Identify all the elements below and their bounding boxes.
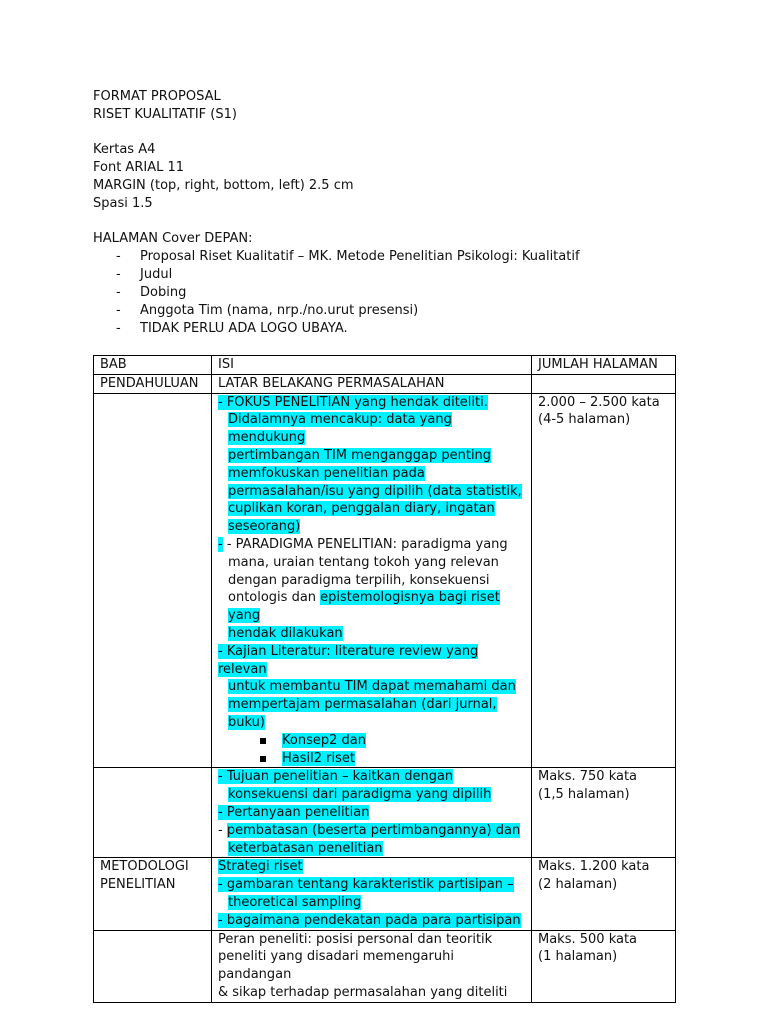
- bab-pendahuluan: PENDAHULUAN: [94, 374, 212, 393]
- table-row: [94, 930, 676, 1002]
- font-spec: Font ARIAL 11: [93, 160, 185, 175]
- jumlah-strategi: Maks. 1.200 kata (2 halaman): [532, 858, 676, 930]
- table-row: [94, 374, 676, 393]
- table-row: [94, 858, 676, 930]
- spacing-spec: Spasi 1.5: [93, 196, 153, 211]
- header-bab: BAB: [94, 356, 212, 375]
- isi-peran: Peran peneliti: posisi personal dan teoritik peneliti yang disadari memengaruhi pandangan & sikap terhadap permasalahan yang diteliti: [212, 930, 532, 1002]
- proposal-format-table: [93, 355, 676, 1003]
- doc-title: FORMAT PROPOSAL: [93, 89, 221, 104]
- header-isi: ISI: [212, 356, 532, 375]
- document-page: FORMAT PROPOSAL RISET KUALITATIF (S1) Kertas A4 Font ARIAL 11 MARGIN (top, right, bottom, left) 2.5 cm Spasi 1.5 HALAMAN Cover DEPAN: - Proposal Riset Kualitatif – MK. Metode Penelitian Psikologi: Kualitatif - Judul - Dobing - Anggota Tim (nama, nrp./no.urut presensi) - TIDAK PERLU ADA LOGO UBAYA. BAB ISI JUMLAH HALAMAN PENDAHULUAN LATAR BELAKANG PERMASALAHAN - FOKUS PENELITIAN yang hendak diteliti. Didalamnya mencakup: data yang mendukung pertimbangan TIM menganggap penting memfokuskan penelitian pada permasalahan/isu yang dipilih (data statistik, cuplikan koran, penggalan diary, ingatan seseorang) - - PARADIGMA PENELITIAN: paradigma yang mana, uraian tentang tokoh yang relevan dengan paradigma terpilih, konsekuensi ontologis dan epistemologisnya bagi riset yang hendak dilakukan - Kajian Literatur: literature review yang relevan untuk membantu TIM dapat memahami dan mempertajam permasalahan (dari jurnal, buku) Konsep2 dan Hasil2 riset 2.000 – 2.500 kata (4-5 halaman) - Tujuan penelitian – kaitkan dengan konsekuensi dari paradigma yang dipilih - Pertanyaan penelitian - pembatasan (beserta pertimbangannya) dan keterbatasan penelitian Maks. 750 kata (1,5 halaman) METODOLOGI PENELITIAN Strategi riset - gambaran tentang karakteristik partisipan – theoretical sampling - bagaimana pendekatan pada para partisipan Maks. 1.200 kata (2 halaman) Peran peneliti: posisi personal dan teoritik peneliti yang disadari memengaruhi pandangan & sikap terhadap permasalahan yang diteliti Maks. 500 kata (1 halaman): [0, 0, 768, 1024]
- isi-latar-belakang: LATAR BELAKANG PERMASALAHAN: [212, 374, 532, 393]
- doc-subtitle: RISET KUALITATIF (S1): [93, 107, 237, 122]
- table-header-row: [94, 356, 676, 375]
- jumlah-tujuan: Maks. 750 kata (1,5 halaman): [532, 768, 676, 858]
- empty-cell: [532, 374, 676, 393]
- empty-cell: [94, 930, 212, 1002]
- isi-strategi: Strategi riset - gambaran tentang karakteristik partisipan – theoretical sampling - bagaimana pendekatan pada para partisipan: [212, 858, 532, 930]
- isi-fokus-paradigma-kajian: - FOKUS PENELITIAN yang hendak diteliti. Didalamnya mencakup: data yang mendukung pertimbangan TIM menganggap penting memfokuskan penelitian pada permasalahan/isu yang dipilih (data statistik, cuplikan koran, penggalan diary, ingatan seseorang) - - PARADIGMA PENELITIAN: paradigma yang mana, uraian tentang tokoh yang relevan dengan paradigma terpilih, konsekuensi ontologis dan epistemologisnya bagi riset yang hendak dilakukan - Kajian Literatur: literature review yang relevan untuk membantu TIM dapat memahami dan mempertajam permasalahan (dari jurnal, buku) Konsep2 dan Hasil2 riset: [212, 393, 532, 768]
- square-bullet-icon: [260, 756, 266, 762]
- table-row: [94, 393, 676, 768]
- header-jumlah: JUMLAH HALAMAN: [532, 356, 676, 375]
- empty-cell: [94, 768, 212, 858]
- bab-metodologi: METODOLOGI PENELITIAN: [94, 858, 212, 930]
- cover-heading: HALAMAN Cover DEPAN:: [93, 231, 253, 246]
- isi-tujuan: - Tujuan penelitian – kaitkan dengan konsekuensi dari paradigma yang dipilih - Pertanyaan penelitian - pembatasan (beserta pertimbangannya) dan keterbatasan penelitian: [212, 768, 532, 858]
- margin-spec: MARGIN (top, right, bottom, left) 2.5 cm: [93, 178, 354, 193]
- list-item: Konsep2 dan: [218, 732, 525, 750]
- square-bullet-icon: [260, 738, 266, 744]
- list-item: Hasil2 riset: [218, 750, 525, 768]
- paper-spec: Kertas A4: [93, 142, 156, 157]
- jumlah-pendahuluan: 2.000 – 2.500 kata (4-5 halaman): [532, 393, 676, 768]
- paradigma-text: - PARADIGMA PENELITIAN: paradigma yang: [226, 536, 508, 552]
- table-row: [94, 768, 676, 858]
- jumlah-peran: Maks. 500 kata (1 halaman): [532, 930, 676, 1002]
- empty-cell: [94, 393, 212, 768]
